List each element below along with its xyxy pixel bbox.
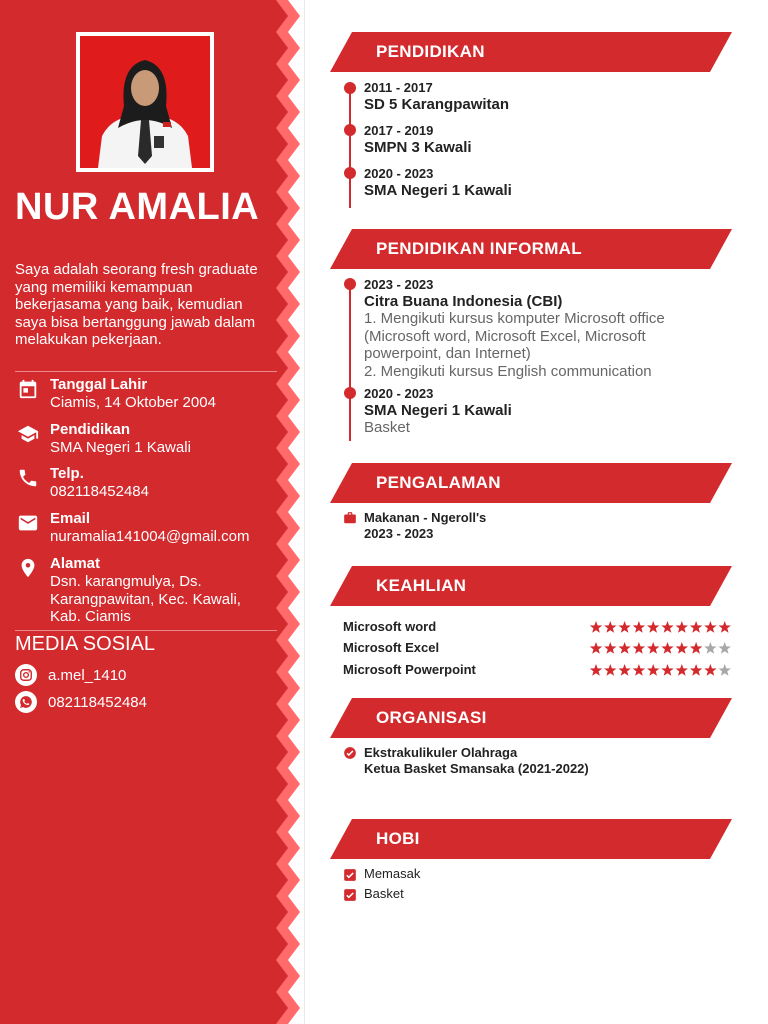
address-line-3: Kab. Ciamis	[50, 608, 131, 625]
education-school: SMA Negeri 1 Kawali	[364, 182, 512, 199]
info-email	[15, 510, 277, 548]
info-phone	[15, 465, 277, 503]
location-pin-icon	[17, 557, 39, 579]
star-filled-icon	[633, 621, 645, 633]
education-school: SD 5 Karangpawitan	[364, 96, 510, 113]
hobby-item: Memasak	[364, 866, 421, 881]
section-header-organization	[330, 698, 732, 738]
star-filled-icon	[690, 664, 702, 676]
organization-title: ORGANISASI	[376, 708, 487, 727]
star-filled-icon	[704, 621, 716, 633]
skill-name: Microsoft Powerpoint	[343, 662, 476, 677]
section-header-informal	[330, 229, 732, 269]
whatsapp-number: 082118452484	[48, 694, 147, 711]
skills-title: KEAHLIAN	[376, 576, 467, 595]
star-filled-icon	[633, 664, 645, 676]
address-line-2: Karangpawitan, Kec. Kawali,	[50, 590, 241, 608]
timeline-dot	[344, 167, 356, 179]
star-filled-icon	[676, 621, 688, 633]
skill-rating	[589, 663, 733, 677]
education-school: SMPN 3 Kawali	[364, 139, 472, 156]
phone-label: Telp.	[50, 465, 84, 482]
timeline-dot	[344, 278, 356, 290]
calendar-icon	[17, 378, 39, 400]
whatsapp-icon	[19, 695, 33, 709]
star-filled-icon	[647, 642, 659, 654]
section-header-education	[330, 32, 732, 72]
experience-title: PENGALAMAN	[376, 473, 501, 492]
social-media-title: MEDIA SOSIAL	[15, 633, 156, 655]
profile-photo	[76, 32, 214, 172]
timeline-dot	[344, 124, 356, 136]
email-label: Email	[50, 510, 91, 527]
instagram-icon	[19, 668, 33, 682]
informal-detail: (Microsoft word, Microsoft Excel, Microsoft	[364, 327, 646, 345]
star-filled-icon	[604, 664, 616, 676]
timeline-line	[349, 88, 351, 208]
mail-icon	[17, 512, 39, 534]
experience-title-text: Makanan - Ngeroll's	[364, 510, 487, 525]
check-circle-icon	[343, 746, 357, 760]
experience-years: 2023 - 2023	[364, 526, 434, 541]
address-line-1: Dsn. karangmulya, Ds.	[50, 573, 202, 590]
skill-name: Microsoft word	[343, 619, 437, 634]
phone-value: 082118452484	[50, 483, 149, 500]
star-filled-icon	[590, 621, 602, 633]
star-filled-icon	[661, 642, 673, 654]
skill-name: Microsoft Excel	[343, 640, 440, 655]
star-filled-icon	[704, 664, 716, 676]
star-filled-icon	[618, 664, 630, 676]
star-empty-icon	[719, 642, 731, 654]
email-value[interactable]: nuramalia141004@gmail.com	[50, 528, 250, 545]
skill-rating	[589, 620, 733, 634]
info-education	[15, 421, 277, 459]
star-filled-icon	[676, 642, 688, 654]
education-years: 2011 - 2017	[364, 80, 433, 95]
education-value: SMA Negeri 1 Kawali	[50, 439, 191, 456]
about-text: Saya adalah seorang fresh graduate yang memiliki kemampuan bekerjasama yang baik, kemudian saya bisa bertanggung jawab dalam melakukan pekerjaan.	[15, 261, 258, 348]
education-label: Pendidikan	[50, 421, 131, 438]
informal-detail: 1. Mengikuti kursus komputer Microsoft office	[364, 310, 665, 327]
education-years: 2017 - 2019	[364, 123, 434, 138]
sidebar-divider	[15, 630, 277, 631]
star-empty-icon	[704, 642, 716, 654]
star-filled-icon	[690, 621, 702, 633]
organization-line-2: Ketua Basket Smansaka (2021-2022)	[364, 761, 589, 776]
hobby-item: Basket	[364, 886, 404, 901]
birth-value: Ciamis, 14 Oktober 2004	[50, 394, 216, 411]
informal-detail: Basket	[364, 419, 410, 436]
hobby-title: HOBI	[376, 829, 420, 848]
education-years: 2020 - 2023	[364, 166, 434, 181]
birth-label: Tanggal Lahir	[50, 376, 148, 393]
star-filled-icon	[618, 621, 630, 633]
star-filled-icon	[719, 621, 731, 633]
info-address	[15, 555, 277, 627]
address-label: Alamat	[50, 555, 101, 572]
star-filled-icon	[647, 664, 659, 676]
informal-detail: powerpoint, dan Internet)	[364, 345, 531, 362]
checkbox-icon	[343, 868, 357, 882]
star-empty-icon	[719, 664, 731, 676]
timeline-dot	[344, 82, 356, 94]
checkbox-icon	[343, 888, 357, 902]
graduation-cap-icon	[17, 423, 39, 445]
star-filled-icon	[590, 664, 602, 676]
informal-detail: 2. Mengikuti kursus English communication	[364, 362, 652, 380]
star-filled-icon	[604, 621, 616, 633]
star-filled-icon	[618, 642, 630, 654]
skill-rating	[589, 641, 733, 655]
info-birth	[15, 376, 277, 414]
informal-years: 2020 - 2023	[364, 386, 434, 401]
informal-years: 2023 - 2023	[364, 277, 434, 292]
star-filled-icon	[661, 664, 673, 676]
instagram-handle: a.mel_1410	[48, 667, 127, 684]
informal-title: PENDIDIKAN INFORMAL	[376, 239, 582, 258]
star-filled-icon	[690, 642, 702, 654]
section-header-skills	[330, 566, 732, 606]
informal-institution: SMA Negeri 1 Kawali	[364, 402, 512, 419]
informal-institution: Citra Buana Indonesia (CBI)	[364, 293, 563, 310]
person-name: NUR AMALIA	[15, 186, 260, 228]
education-title: PENDIDIKAN	[376, 42, 485, 61]
briefcase-icon	[343, 511, 357, 525]
timeline-dot	[344, 387, 356, 399]
divider-line	[304, 0, 305, 1024]
star-filled-icon	[590, 642, 602, 654]
sidebar-divider	[15, 371, 277, 372]
star-filled-icon	[604, 642, 616, 654]
timeline-line	[349, 284, 351, 441]
star-filled-icon	[676, 664, 688, 676]
section-header-hobby	[330, 819, 732, 859]
star-filled-icon	[661, 621, 673, 633]
organization-line-1: Ekstrakulikuler Olahraga	[364, 745, 518, 760]
section-header-experience	[330, 463, 732, 503]
star-filled-icon	[633, 642, 645, 654]
star-filled-icon	[647, 621, 659, 633]
phone-icon	[17, 467, 39, 489]
